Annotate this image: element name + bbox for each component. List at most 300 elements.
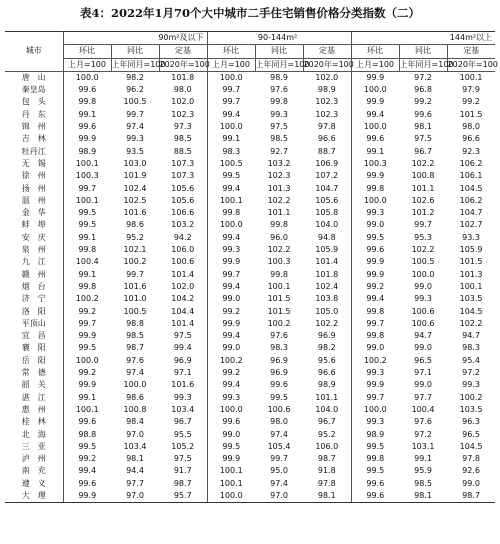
index-value-cell: 97.6 — [270, 331, 288, 341]
index-value-cell: 106.6 — [171, 208, 195, 218]
index-value-cell: 94.2 — [173, 232, 192, 242]
city-name-cell: 安 庆 — [5, 232, 63, 244]
index-value-cell: 99.2 — [207, 306, 255, 318]
city-name-cell: 赣 州 — [5, 269, 63, 281]
index-value-cell: 96.7 — [414, 146, 432, 156]
index-value-cell: 99.6 — [63, 478, 111, 490]
index-value-cell: 99.9 — [207, 256, 255, 268]
index-value-cell: 99.8 — [270, 97, 288, 107]
index-value-cell: 102.2 — [411, 158, 435, 168]
table-row — [5, 256, 495, 268]
table-row — [5, 404, 495, 416]
index-value-cell: 100.3 — [63, 170, 111, 182]
index-value-cell: 91.7 — [173, 466, 192, 476]
index-value-cell: 98.5 — [173, 134, 192, 144]
table-row — [5, 269, 495, 281]
city-name-cell: 唐 山 — [5, 71, 63, 84]
index-value-cell: 99.1 — [351, 146, 399, 158]
index-value-cell: 99.8 — [270, 220, 288, 230]
index-value-cell: 97.7 — [126, 478, 144, 488]
index-value-cell: 99.2 — [63, 367, 111, 379]
index-value-cell: 102.0 — [171, 281, 195, 291]
table-row — [5, 453, 495, 465]
index-value-cell: 99.6 — [63, 84, 111, 96]
table-row — [5, 293, 495, 305]
index-value-cell: 97.6 — [126, 355, 144, 365]
index-value-cell: 99.1 — [63, 269, 111, 281]
index-value-cell: 97.6 — [270, 85, 288, 95]
index-value-cell: 97.4 — [126, 122, 144, 132]
index-value-cell: 99.6 — [63, 416, 111, 428]
index-value-cell: 101.8 — [171, 72, 195, 82]
index-value-cell: 97.1 — [414, 368, 432, 378]
table-row — [5, 392, 495, 404]
index-value-cell: 100.0 — [411, 269, 435, 279]
index-value-cell: 95.5 — [173, 429, 192, 439]
table-row — [5, 379, 495, 391]
index-value-cell: 97.6 — [414, 417, 432, 427]
index-value-cell: 99.9 — [351, 96, 399, 108]
index-value-cell: 97.0 — [126, 429, 144, 439]
index-value-cell: 101.5 — [459, 109, 483, 119]
index-value-cell: 102.0 — [171, 97, 195, 107]
index-value-cell: 100.1 — [207, 478, 255, 490]
city-name-cell: 湛 江 — [5, 392, 63, 404]
index-value-cell: 99.3 — [414, 294, 432, 304]
index-value-cell: 104.2 — [171, 294, 195, 304]
index-value-cell: 100.0 — [63, 71, 111, 84]
index-value-cell: 99.1 — [63, 392, 111, 404]
index-value-cell: 99.6 — [351, 244, 399, 256]
index-value-cell: 97.4 — [126, 368, 144, 378]
index-value-cell: 105.6 — [171, 195, 195, 205]
table-row — [5, 133, 495, 145]
index-value-cell: 100.2 — [123, 257, 147, 267]
index-value-cell: 93.5 — [126, 146, 144, 156]
table-row — [5, 183, 495, 195]
city-name-cell: 包 头 — [5, 96, 63, 108]
index-value-cell: 99.8 — [63, 281, 111, 293]
index-value-cell: 99.7 — [126, 269, 144, 279]
city-name-cell: 宜 昌 — [5, 330, 63, 342]
table-row — [5, 429, 495, 441]
index-value-cell: 103.4 — [123, 441, 147, 451]
index-value-cell: 98.7 — [173, 478, 192, 488]
index-value-cell: 96.9 — [173, 355, 192, 365]
index-value-cell: 103.1 — [411, 441, 435, 451]
index-value-cell: 98.8 — [63, 429, 111, 441]
index-value-cell: 91.8 — [317, 466, 336, 476]
price-index-table — [5, 31, 498, 503]
index-value-cell: 99.0 — [414, 380, 432, 390]
city-name-cell: 烟 台 — [5, 281, 63, 293]
index-value-cell: 102.4 — [315, 281, 339, 291]
header-row-groups — [5, 32, 495, 45]
index-value-cell: 98.6 — [126, 392, 144, 402]
city-name-cell: 遵 义 — [5, 478, 63, 490]
index-value-cell: 99.4 — [207, 232, 255, 244]
index-value-cell: 99.3 — [126, 134, 144, 144]
index-value-cell: 99.0 — [207, 293, 255, 305]
index-value-cell: 100.2 — [459, 392, 483, 402]
index-value-cell: 97.2 — [414, 429, 432, 439]
index-value-cell: 97.4 — [270, 429, 288, 439]
index-value-cell: 99.7 — [126, 109, 144, 119]
index-value-cell: 98.7 — [126, 343, 144, 353]
index-value-cell: 99.2 — [462, 97, 480, 107]
index-value-cell: 102.3 — [315, 109, 339, 119]
base-label: 2020年=100 — [447, 58, 495, 71]
index-value-cell: 99.8 — [351, 306, 399, 318]
index-value-cell: 99.3 — [351, 207, 399, 219]
index-value-cell: 97.8 — [317, 478, 336, 488]
index-value-cell: 99.8 — [63, 244, 111, 256]
index-value-cell: 105.9 — [459, 245, 483, 255]
index-value-cell: 99.1 — [414, 454, 432, 464]
index-value-cell: 100.0 — [63, 355, 111, 367]
index-value-cell: 104.5 — [459, 183, 483, 193]
index-value-cell: 100.4 — [411, 404, 435, 414]
index-value-cell: 106.0 — [171, 245, 195, 255]
index-value-cell: 100.3 — [351, 158, 399, 170]
index-value-cell: 104.4 — [171, 306, 195, 316]
index-value-cell: 100.1 — [63, 158, 111, 170]
index-value-cell: 100.0 — [351, 404, 399, 416]
subheader-mom: 环比 — [63, 45, 111, 58]
index-value-cell: 92.3 — [462, 146, 480, 156]
index-value-cell: 97.5 — [270, 122, 288, 132]
index-value-cell: 96.6 — [462, 134, 480, 144]
index-value-cell: 95.6 — [317, 355, 336, 365]
index-value-cell: 101.9 — [123, 171, 147, 181]
index-value-cell: 99.6 — [63, 121, 111, 133]
table-row — [5, 281, 495, 293]
index-value-cell: 99.8 — [351, 453, 399, 465]
index-value-cell: 99.1 — [207, 133, 255, 145]
index-value-cell: 97.2 — [462, 368, 480, 378]
index-value-cell: 104.7 — [459, 208, 483, 218]
index-value-cell: 100.1 — [459, 281, 483, 291]
index-value-cell: 98.5 — [126, 331, 144, 341]
index-value-cell: 97.8 — [317, 122, 336, 132]
index-value-cell: 99.9 — [351, 256, 399, 268]
index-value-cell: 106.0 — [315, 441, 339, 451]
index-value-cell: 88.5 — [173, 146, 192, 156]
index-value-cell: 99.5 — [351, 232, 399, 244]
index-value-cell: 99.5 — [63, 441, 111, 453]
index-value-cell: 99.2 — [63, 306, 111, 318]
table-row — [5, 96, 495, 108]
index-value-cell: 105.8 — [315, 208, 339, 218]
table-row — [5, 146, 495, 158]
index-value-cell: 96.7 — [173, 417, 192, 427]
index-value-cell: 96.6 — [317, 368, 336, 378]
index-value-cell: 99.5 — [207, 170, 255, 182]
city-name-cell: 常 德 — [5, 367, 63, 379]
city-name-cell: 牡丹江 — [5, 146, 63, 158]
index-value-cell: 101.6 — [171, 380, 195, 390]
index-value-cell: 99.7 — [270, 454, 288, 464]
index-value-cell: 99.7 — [63, 183, 111, 195]
group-header-small: 90m²及以下 — [63, 32, 207, 45]
index-value-cell: 100.1 — [459, 72, 483, 82]
index-value-cell: 98.0 — [462, 122, 480, 132]
index-value-cell: 100.0 — [207, 490, 255, 503]
index-value-cell: 100.2 — [351, 355, 399, 367]
index-value-cell: 100.1 — [63, 195, 111, 207]
index-value-cell: 98.2 — [126, 72, 144, 82]
index-value-cell: 102.7 — [459, 220, 483, 230]
city-name-cell: 大 理 — [5, 490, 63, 503]
index-value-cell: 102.5 — [123, 195, 147, 205]
index-value-cell: 99.3 — [270, 109, 288, 119]
table-row — [5, 490, 495, 503]
index-value-cell: 99.6 — [414, 109, 432, 119]
index-value-cell: 99.5 — [63, 219, 111, 231]
index-value-cell: 99.4 — [63, 465, 111, 477]
index-value-cell: 93.3 — [462, 232, 480, 242]
index-value-cell: 99.3 — [351, 367, 399, 379]
index-value-cell: 99.9 — [63, 490, 111, 503]
table-body — [5, 71, 495, 502]
index-value-cell: 101.3 — [267, 183, 291, 193]
index-value-cell: 99.0 — [462, 478, 480, 488]
index-value-cell: 100.5 — [411, 257, 435, 267]
index-value-cell: 96.9 — [317, 331, 336, 341]
table-row — [5, 109, 495, 121]
index-value-cell: 99.2 — [351, 281, 399, 293]
index-value-cell: 100.5 — [123, 306, 147, 316]
index-value-cell: 101.5 — [267, 306, 291, 316]
index-value-cell: 101.4 — [171, 269, 195, 279]
index-value-cell: 97.5 — [173, 331, 192, 341]
index-value-cell: 97.7 — [414, 392, 432, 402]
index-value-cell: 98.8 — [126, 318, 144, 328]
index-value-cell: 99.4 — [207, 109, 255, 121]
index-value-cell: 102.3 — [171, 109, 195, 119]
index-value-cell: 98.2 — [317, 343, 336, 353]
index-value-cell: 99.8 — [207, 207, 255, 219]
index-value-cell: 98.9 — [317, 85, 336, 95]
base-label: 上月=100 — [207, 58, 255, 71]
index-value-cell: 107.2 — [315, 171, 339, 181]
city-name-cell: 无 锡 — [5, 158, 63, 170]
index-value-cell: 106.2 — [459, 195, 483, 205]
subheader-base: 定基 — [447, 45, 495, 58]
table-row — [5, 355, 495, 367]
index-value-cell: 99.4 — [207, 330, 255, 342]
table-row — [5, 158, 495, 170]
index-value-cell: 99.5 — [351, 441, 399, 453]
index-value-cell: 100.0 — [123, 380, 147, 390]
index-value-cell: 100.8 — [411, 171, 435, 181]
index-value-cell: 99.7 — [207, 84, 255, 96]
index-value-cell: 98.1 — [303, 490, 351, 503]
index-value-cell: 96.8 — [414, 85, 432, 95]
index-value-cell: 99.9 — [63, 330, 111, 342]
index-value-cell: 97.3 — [173, 122, 192, 132]
table-title: 表4：2022年1月70个大中城市二手住宅销售价格分类指数（二） — [79, 6, 420, 20]
index-value-cell: 94.4 — [126, 466, 144, 476]
subheader-yoy: 同比 — [399, 45, 447, 58]
index-value-cell: 101.6 — [123, 208, 147, 218]
table-row — [5, 219, 495, 231]
index-value-cell: 101.4 — [171, 318, 195, 328]
index-value-cell: 100.6 — [411, 318, 435, 328]
table-row — [5, 318, 495, 330]
index-value-cell: 94.7 — [414, 331, 432, 341]
group-header-large: 144m²以上 — [351, 32, 495, 45]
index-value-cell: 100.0 — [351, 84, 399, 96]
index-value-cell: 95.7 — [159, 490, 207, 503]
index-value-cell: 97.5 — [414, 134, 432, 144]
city-name-cell: 惠 州 — [5, 404, 63, 416]
index-value-cell: 99.4 — [351, 109, 399, 121]
city-name-cell: 九 江 — [5, 256, 63, 268]
index-value-cell: 99.5 — [270, 392, 288, 402]
table-row — [5, 71, 495, 84]
city-name-cell: 平顶山 — [5, 318, 63, 330]
index-value-cell: 98.3 — [462, 343, 480, 353]
city-header: 城市 — [5, 32, 63, 72]
base-label: 上月=100 — [63, 58, 111, 71]
city-name-cell: 南 充 — [5, 465, 63, 477]
index-value-cell: 99.7 — [351, 318, 399, 330]
city-name-cell: 温 州 — [5, 195, 63, 207]
city-name-cell: 丹 东 — [5, 109, 63, 121]
index-value-cell: 99.6 — [351, 478, 399, 490]
index-value-cell: 102.2 — [267, 245, 291, 255]
index-value-cell: 98.9 — [63, 146, 111, 158]
subheader-mom: 环比 — [207, 45, 255, 58]
index-value-cell: 101.0 — [123, 294, 147, 304]
index-value-cell: 99.0 — [414, 343, 432, 353]
index-value-cell: 102.0 — [315, 72, 339, 82]
index-value-cell: 98.9 — [351, 429, 399, 441]
index-value-cell: 97.9 — [462, 85, 480, 95]
index-value-cell: 99.5 — [63, 342, 111, 354]
city-name-cell: 锦 州 — [5, 121, 63, 133]
table-row — [5, 121, 495, 133]
table-row — [5, 170, 495, 182]
index-value-cell: 103.8 — [315, 294, 339, 304]
index-value-cell: 101.4 — [315, 257, 339, 267]
index-value-cell: 99.9 — [351, 170, 399, 182]
index-value-cell: 100.1 — [207, 465, 255, 477]
index-value-cell: 99.4 — [207, 183, 255, 195]
index-value-cell: 97.5 — [173, 454, 192, 464]
index-value-cell: 98.1 — [399, 490, 447, 503]
index-value-cell: 102.3 — [267, 171, 291, 181]
index-value-cell: 99.3 — [173, 392, 192, 402]
table-row — [5, 195, 495, 207]
index-value-cell: 99.0 — [414, 281, 432, 291]
city-name-cell: 泉 州 — [5, 244, 63, 256]
table-row — [5, 367, 495, 379]
city-name-cell: 洛 阳 — [5, 306, 63, 318]
index-value-cell: 99.3 — [462, 380, 480, 390]
index-value-cell: 101.8 — [315, 269, 339, 279]
index-value-cell: 96.9 — [270, 368, 288, 378]
index-value-cell: 106.9 — [315, 158, 339, 168]
index-value-cell: 99.7 — [63, 318, 111, 330]
city-name-cell: 三 亚 — [5, 441, 63, 453]
index-value-cell: 99.4 — [351, 293, 399, 305]
table-row — [5, 84, 495, 96]
index-value-cell: 105.2 — [171, 441, 195, 451]
index-value-cell: 98.7 — [317, 454, 336, 464]
index-value-cell: 103.2 — [171, 220, 195, 230]
index-value-cell: 97.1 — [173, 368, 192, 378]
index-value-cell: 103.5 — [459, 404, 483, 414]
index-value-cell: 100.0 — [207, 219, 255, 231]
index-value-cell: 100.6 — [411, 306, 435, 316]
index-value-cell: 104.5 — [459, 306, 483, 316]
subheader-base: 定基 — [159, 45, 207, 58]
index-value-cell: 95.0 — [270, 466, 288, 476]
index-value-cell: 106.2 — [459, 158, 483, 168]
index-value-cell: 99.1 — [63, 109, 111, 121]
subheader-yoy: 同比 — [255, 45, 303, 58]
base-label: 2020年=100 — [159, 58, 207, 71]
header-row-bases — [5, 58, 495, 71]
index-value-cell: 98.0 — [173, 85, 192, 95]
index-value-cell: 98.3 — [207, 146, 255, 158]
table-row — [5, 465, 495, 477]
index-value-cell: 100.5 — [207, 158, 255, 170]
index-value-cell: 99.9 — [351, 379, 399, 391]
index-value-cell: 99.2 — [207, 367, 255, 379]
index-value-cell: 102.2 — [411, 245, 435, 255]
index-value-cell: 102.2 — [267, 195, 291, 205]
base-label: 上年同月=100 — [255, 58, 303, 71]
index-value-cell: 106.1 — [459, 171, 483, 181]
base-label: 上年同月=100 — [399, 58, 447, 71]
index-value-cell: 99.4 — [207, 379, 255, 391]
index-value-cell: 98.7 — [447, 490, 495, 503]
index-value-cell: 98.9 — [270, 72, 288, 82]
city-name-cell: 金 华 — [5, 207, 63, 219]
table-row — [5, 244, 495, 256]
city-name-cell: 韶 关 — [5, 379, 63, 391]
index-value-cell: 103.4 — [171, 404, 195, 414]
table-row — [5, 306, 495, 318]
index-value-cell: 98.6 — [126, 220, 144, 230]
city-name-cell: 岳 阳 — [5, 355, 63, 367]
index-value-cell: 105.6 — [315, 195, 339, 205]
index-value-cell: 92.7 — [270, 146, 288, 156]
index-value-cell: 105.9 — [315, 245, 339, 255]
index-value-cell: 99.6 — [351, 490, 399, 503]
base-label: 上年同月=100 — [111, 58, 159, 71]
city-name-cell: 吉 林 — [5, 133, 63, 145]
index-value-cell: 100.4 — [63, 256, 111, 268]
index-value-cell: 104.7 — [315, 183, 339, 193]
index-value-cell: 99.9 — [63, 133, 111, 145]
index-value-cell: 99.0 — [351, 219, 399, 231]
subheader-base: 定基 — [303, 45, 351, 58]
table-row — [5, 207, 495, 219]
index-value-cell: 99.6 — [351, 133, 399, 145]
index-value-cell: 96.6 — [317, 134, 336, 144]
index-value-cell: 99.9 — [207, 453, 255, 465]
header-row-subgroups — [5, 45, 495, 58]
index-value-cell: 100.6 — [267, 404, 291, 414]
index-value-cell: 101.5 — [459, 257, 483, 267]
index-value-cell: 92.6 — [462, 466, 480, 476]
index-value-cell: 97.4 — [270, 478, 288, 488]
index-value-cell: 99.7 — [207, 269, 255, 281]
